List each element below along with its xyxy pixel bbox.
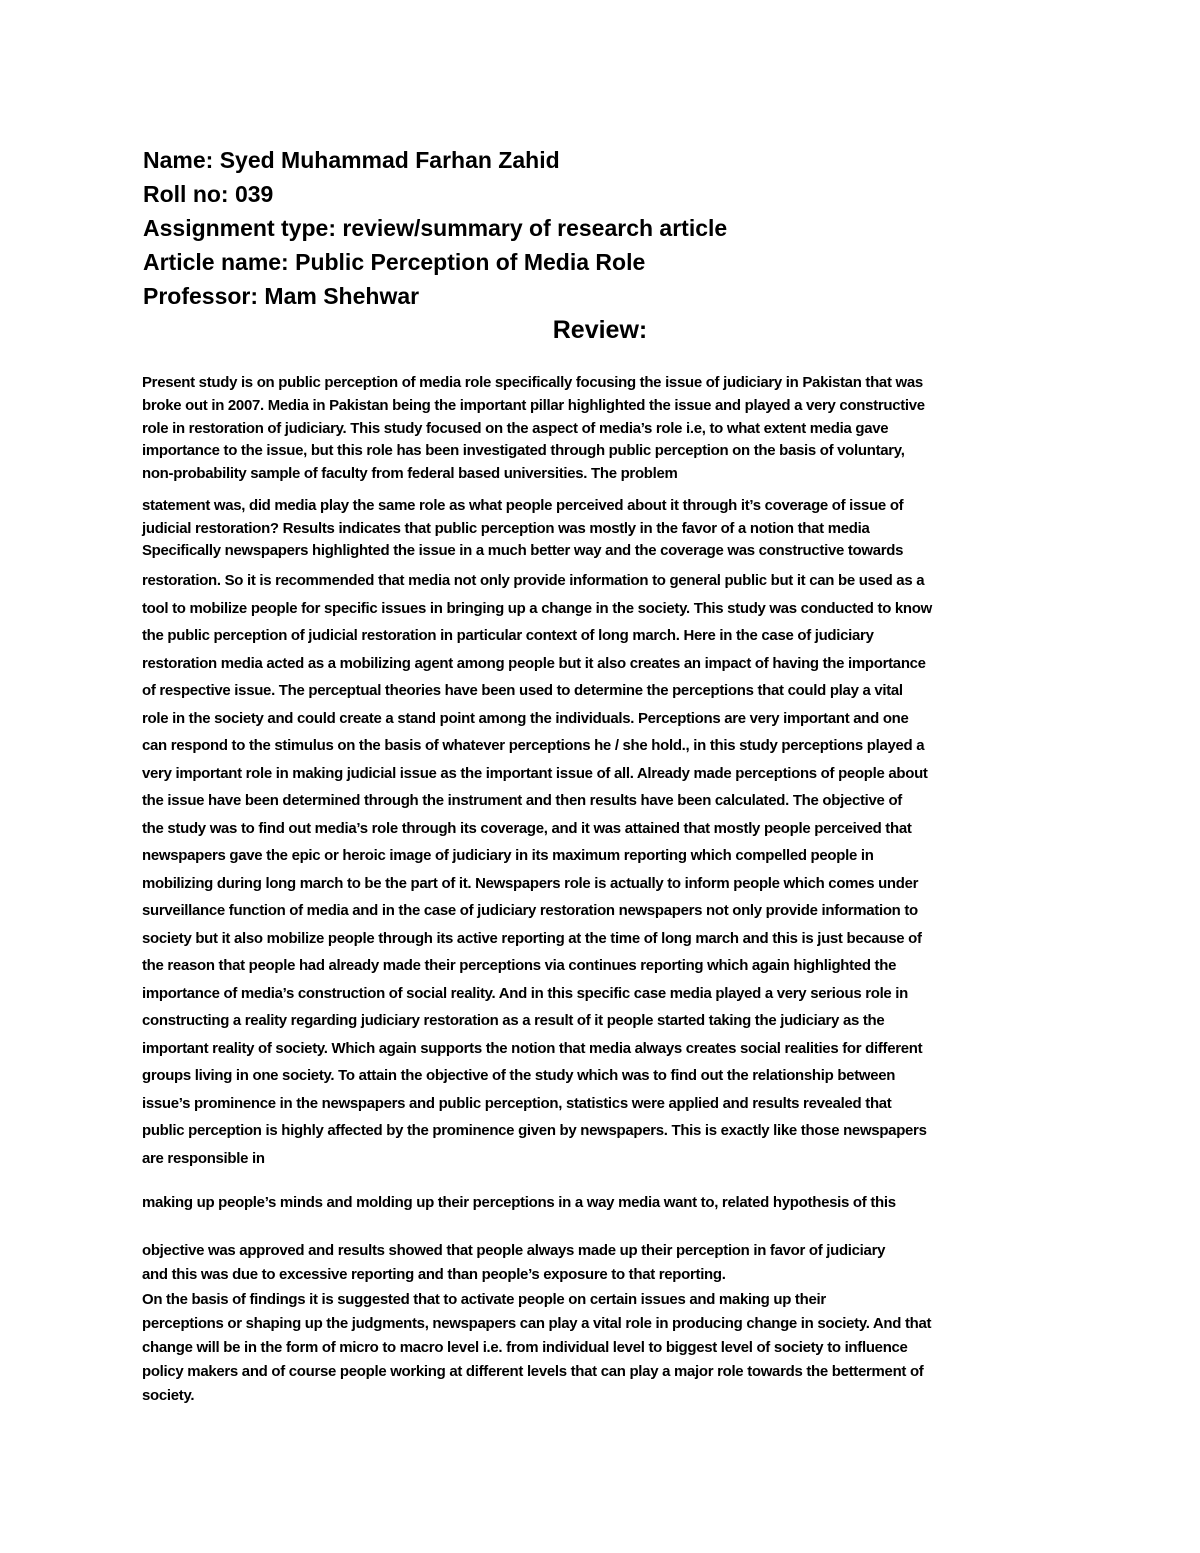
text-line: policy makers and of course people working at different levels that can play a major role towards the betterment of	[142, 1363, 924, 1380]
paragraph-hypothesis	[142, 1239, 1062, 1287]
text-line: restoration media acted as a mobilizing agent among people but it also creates an impact of having the importance	[142, 654, 926, 672]
text-line: society but it also mobilize people through its active reporting at the time of long march and this is just because of	[142, 929, 922, 947]
professor-name: Professor: Mam Shehwar	[143, 283, 420, 309]
paragraph-problem-statement	[142, 495, 1062, 563]
text-line: change will be in the form of micro to macro level i.e. from individual level to biggest level of society to influence	[142, 1339, 908, 1356]
text-line: role in the society and could create a stand point among the individuals. Perceptions are very important and one	[142, 709, 909, 727]
text-line: newspapers gave the epic or heroic image of judiciary in its maximum reporting which compelled people in	[142, 847, 874, 864]
text-line: groups living in one society. To attain the objective of the study which was to find out the relationship between	[142, 1067, 896, 1084]
text-line: important reality of society. Which again supports the notion that media always creates social realities for different	[142, 1039, 923, 1057]
text-line: issue’s prominence in the newspapers and public perception, statistics were applied and results revealed that	[142, 1094, 892, 1112]
text-line: very important role in making judicial issue as the important issue of all. Already made perceptions of people about	[142, 764, 928, 782]
text-line: of respective issue. The perceptual theories have been used to determine the perceptions that could play a vital	[142, 682, 903, 699]
assignment-type: Assignment type: review/summary of research article	[143, 215, 728, 241]
text-line: statement was, did media play the same role as what people perceived about it through it’s coverage of issue of	[142, 497, 904, 514]
text-line: importance to the issue, but this role has been investigated through public perception on the basis of voluntary,	[142, 442, 905, 460]
text-line: public perception is highly affected by the prominence given by newspapers. This is exactly like those newspapers	[142, 1122, 927, 1139]
paragraph-main-discussion	[142, 567, 1062, 1172]
text-line: Present study is on public perception of media role specifically focusing the issue of judiciary in Pakistan that was	[142, 374, 923, 391]
text-line: role in restoration of judiciary. This study focused on the aspect of media’s role i.e, to what extent media gave	[142, 419, 889, 437]
text-line: and this was due to excessive reporting and than people’s exposure to that reporting.	[142, 1266, 726, 1283]
text-line: society.	[142, 1387, 195, 1404]
paragraph-conclusion	[142, 1288, 1062, 1408]
text-line: non-probability sample of faculty from federal based universities. The problem	[142, 465, 678, 483]
text-line: the reason that people had already made their perceptions via continues reporting which again highlighted the	[142, 957, 897, 974]
text-line: judicial restoration? Results indicates that public perception was mostly in the favor of a notion that media	[142, 519, 870, 537]
article-name: Article name: Public Perception of Media Role	[143, 249, 646, 275]
student-name: Name: Syed Muhammad Farhan Zahid	[143, 147, 560, 173]
text-line: are responsible in	[142, 1149, 265, 1167]
text-line: mobilizing during long march to be the part of it. Newspapers role is actually to inform people which comes under	[142, 874, 919, 892]
text-line: the study was to find out media’s role through its coverage, and it was attained that mostly people perceived that	[142, 819, 912, 837]
text-line: the issue have been determined through the instrument and then results have been calculated. The objective of	[142, 792, 902, 809]
review-heading: Review:	[552, 316, 648, 344]
paragraph-intro	[142, 372, 1062, 486]
text-line: surveillance function of media and in the case of judiciary restoration newspapers not only provide information to	[142, 902, 918, 919]
text-line: can respond to the stimulus on the basis of whatever perceptions he / she hold., in this study perceptions played a	[142, 737, 925, 754]
text-line: perceptions or shaping up the judgments, newspapers can play a vital role in producing change in society. And that	[142, 1315, 932, 1332]
paragraph-single-line: making up people’s minds and molding up their perceptions in a way media want to, related hypothesis of this	[142, 1194, 896, 1211]
text-line: broke out in 2007. Media in Pakistan being the important pillar highlighted the issue and played a very constructive	[142, 396, 925, 414]
text-line: tool to mobilize people for specific issues in bringing up a change in the society. This study was conducted to know	[142, 599, 932, 617]
text-line: importance of media’s construction of social reality. And in this specific case media played a very serious role in	[142, 984, 909, 1002]
text-line: On the basis of findings it is suggested that to activate people on certain issues and making up their	[142, 1291, 826, 1308]
text-line: restoration. So it is recommended that media not only provide information to general public but it can be used as a	[142, 572, 925, 589]
roll-number: Roll no: 039	[143, 181, 274, 207]
text-line: the public perception of judicial restoration in particular context of long march. Here in the case of judiciary	[142, 627, 874, 644]
text-line: objective was approved and results showed that people always made up their perception in favor of judiciary	[142, 1242, 886, 1259]
assignment-header	[143, 143, 1063, 313]
text-line: Specifically newspapers highlighted the issue in a much better way and the coverage was constructive towards	[142, 542, 904, 560]
text-line: constructing a reality regarding judiciary restoration as a result of it people started taking the judiciary as the	[142, 1012, 885, 1029]
